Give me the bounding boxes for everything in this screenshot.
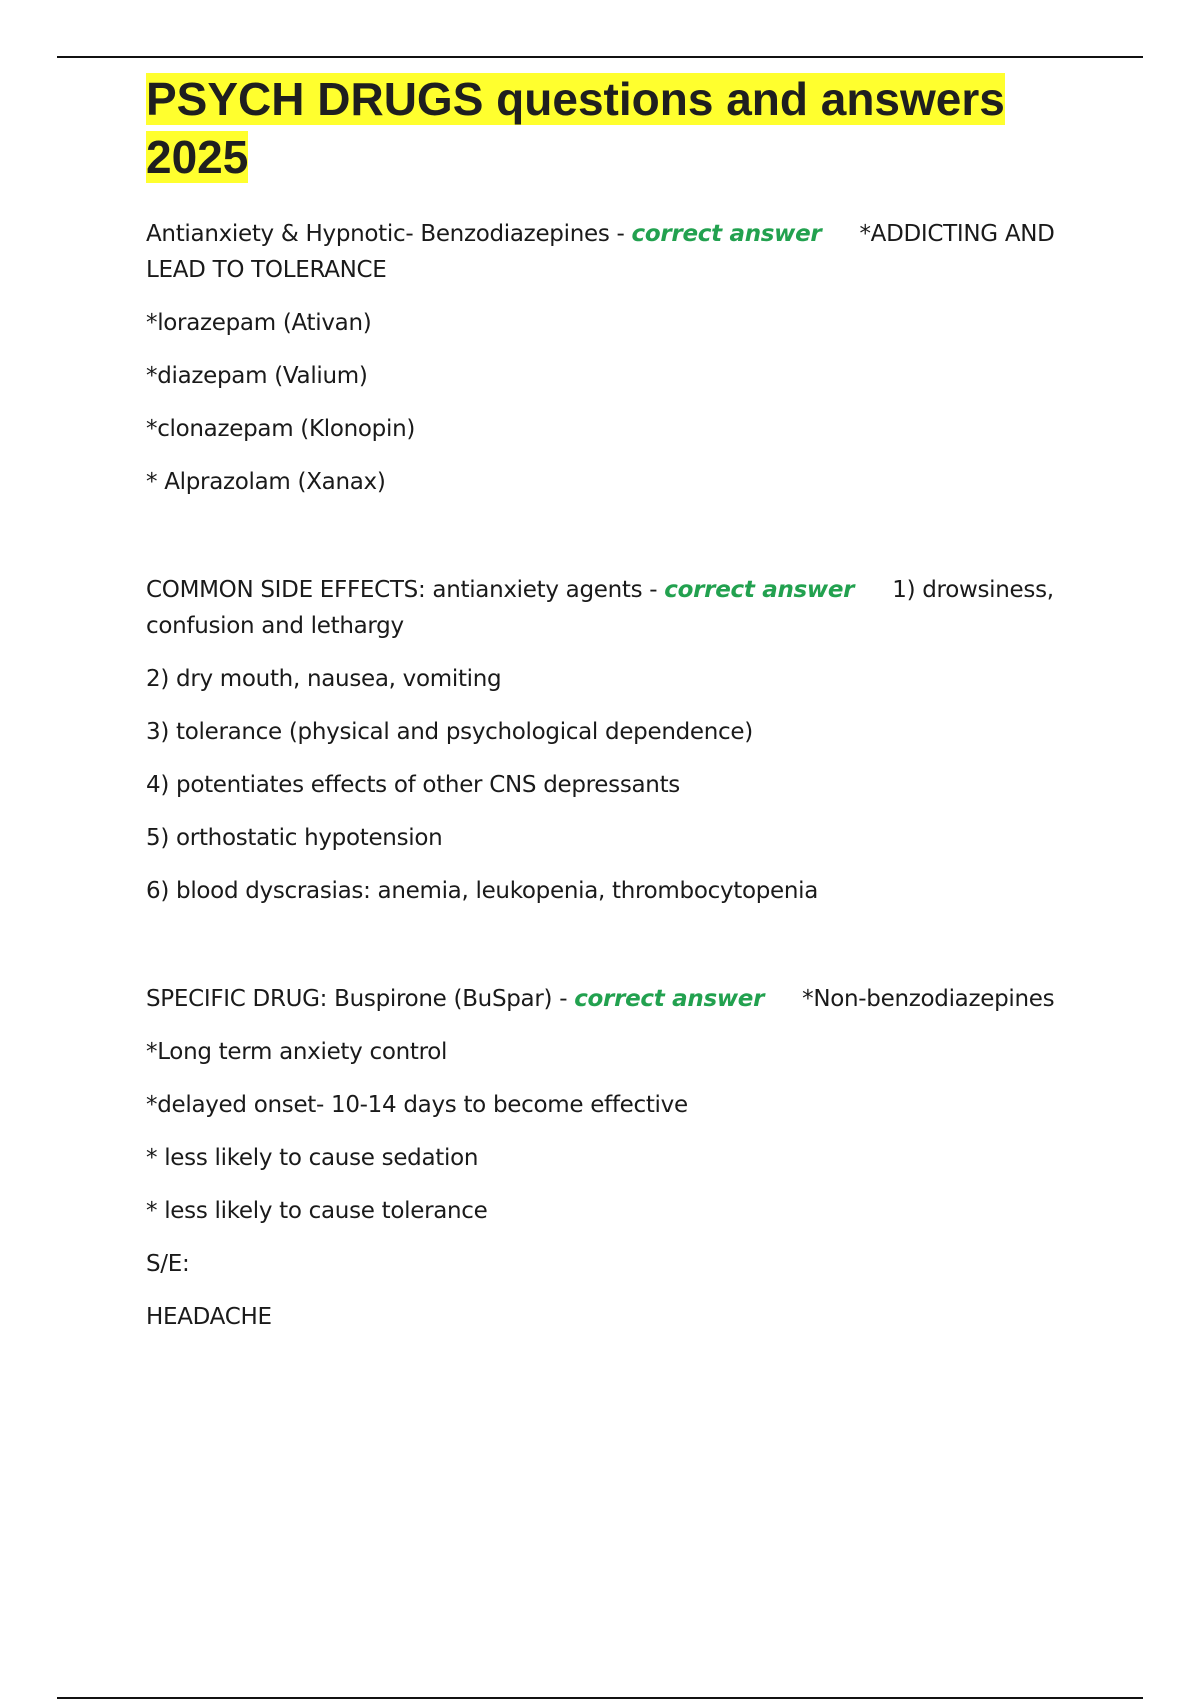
answer-line: HEADACHE — [146, 1304, 272, 1330]
answer-line: *delayed onset- 10-14 days to become effective — [146, 1092, 688, 1118]
answer-line: * less likely to cause tolerance — [146, 1198, 488, 1224]
answer-line: *Long term anxiety control — [146, 1039, 448, 1065]
correct-answer-tag: correct answer — [631, 221, 822, 247]
question-text: SPECIFIC DRUG: Buspirone (BuSpar) - — [146, 986, 575, 1012]
question-text: Antianxiety & Hypnotic- Benzodiazepines - — [146, 221, 632, 247]
answer-line: 3) tolerance (physical and psychological dependence) — [146, 719, 753, 745]
correct-answer-tag: correct answer — [664, 577, 855, 603]
page-title — [146, 70, 1066, 186]
answer-text: 1) drowsiness, confusion and lethargy — [146, 577, 1054, 639]
answer-line: * Alprazolam (Xanax) — [146, 469, 386, 495]
question-line — [146, 981, 1066, 1017]
qa-entry — [146, 572, 1066, 909]
answer-text: *Non-benzodiazepines — [802, 986, 1055, 1012]
answer-line: * less likely to cause sedation — [146, 1145, 479, 1171]
answer-line: S/E: — [146, 1251, 190, 1277]
header-rule — [57, 56, 1143, 58]
question-line — [146, 216, 1066, 288]
qa-entry — [146, 981, 1066, 1335]
correct-answer-tag: correct answer — [574, 986, 765, 1012]
footer-rule — [57, 1697, 1143, 1699]
answer-line: 5) orthostatic hypotension — [146, 825, 443, 851]
title-highlight: PSYCH DRUGS questions and answers 2025 — [146, 73, 1005, 183]
answer-line: 2) dry mouth, nausea, vomiting — [146, 666, 502, 692]
qa-entry — [146, 216, 1066, 500]
answer-line: 4) potentiates effects of other CNS depressants — [146, 772, 680, 798]
answer-line: *diazepam (Valium) — [146, 363, 368, 389]
answer-line: *lorazepam (Ativan) — [146, 310, 372, 336]
question-line — [146, 572, 1066, 644]
answer-line: 6) blood dyscrasias: anemia, leukopenia, thrombocytopenia — [146, 878, 819, 904]
document-body — [146, 70, 1066, 1352]
answer-line: *clonazepam (Klonopin) — [146, 416, 416, 442]
answer-text: *ADDICTING AND LEAD TO TOLERANCE — [146, 221, 1055, 283]
question-text: COMMON SIDE EFFECTS: antianxiety agents - — [146, 577, 665, 603]
